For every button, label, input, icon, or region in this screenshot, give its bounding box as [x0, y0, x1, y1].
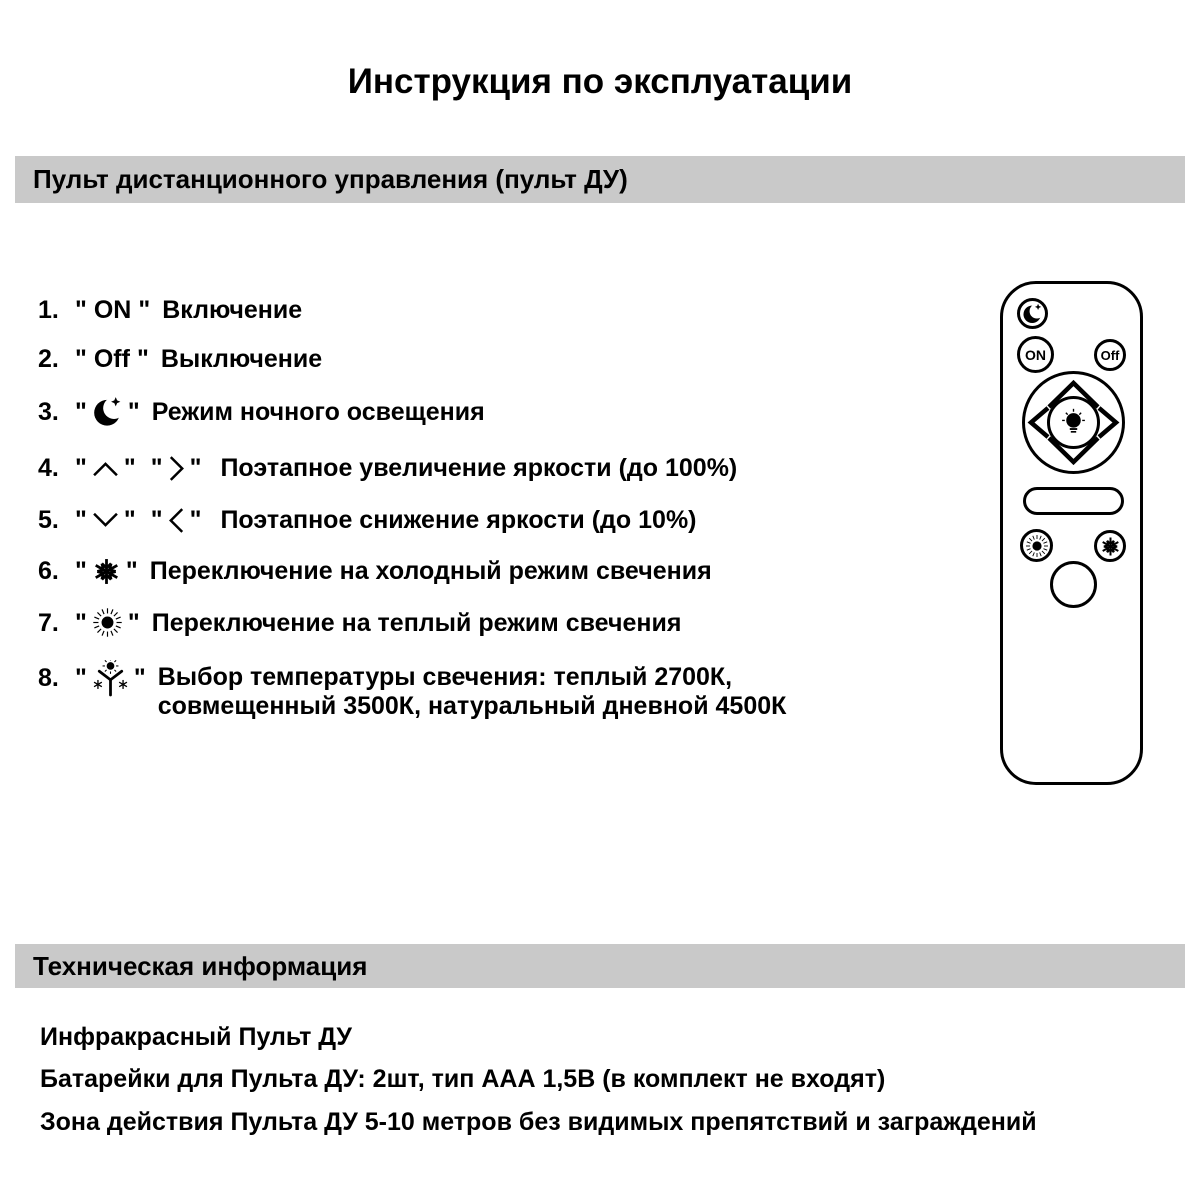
moon-icon	[1022, 303, 1043, 324]
quote: "	[127, 397, 140, 426]
list-item	[38, 556, 712, 586]
snowflake-icon	[1100, 536, 1121, 557]
list-item	[38, 295, 302, 325]
item-number: 8.	[38, 664, 59, 692]
quote: "	[75, 397, 87, 426]
chevron-down-icon	[92, 512, 119, 529]
snowflake-icon	[92, 557, 121, 586]
quote: "	[138, 296, 151, 324]
quote: "	[189, 454, 202, 482]
quote: "	[136, 345, 149, 373]
item-text: Поэтапное увеличение яркости (до 100%)	[220, 454, 738, 482]
remote-control-illustration	[1000, 281, 1143, 785]
item-number: 6.	[38, 557, 59, 585]
item-text: Поэтапное снижение яркости (до 10%)	[220, 506, 697, 534]
item-text-line1: Выбор температуры свечения: теплый 2700К,	[157, 663, 733, 691]
on-button	[1017, 336, 1054, 373]
list-item	[38, 660, 786, 721]
light-bulb-center-button	[1047, 396, 1100, 449]
cold-mode-button	[1094, 530, 1126, 562]
quote: "	[75, 454, 87, 482]
item-text: Включение	[162, 296, 303, 324]
section-header-remote-label: Пульт дистанционного управления (пульт ДУ)	[33, 164, 628, 194]
quote: "	[127, 608, 140, 637]
item-number: 2.	[38, 345, 59, 373]
sun-icon	[1025, 534, 1049, 558]
color-temperature-icon	[92, 660, 129, 696]
item-text-line2: совмещенный 3500К, натуральный дневной 4500К	[157, 692, 787, 720]
tech-info-line: Батарейки для Пульта ДУ: 2шт, тип ААА 1,5В (в комплект не входят)	[40, 1065, 886, 1093]
item-text: Переключение на холодный режим свечения	[149, 557, 712, 585]
quote: "	[75, 608, 87, 637]
page-title: Инструкция по эксплуатации	[347, 62, 853, 101]
section-header-tech	[15, 944, 1185, 988]
sun-icon	[92, 607, 123, 638]
on-button-label: ON	[1025, 346, 1046, 363]
quote: "	[75, 345, 87, 373]
list-item	[38, 453, 737, 483]
quote: "	[75, 557, 87, 585]
quote: "	[125, 557, 138, 585]
list-item	[38, 396, 485, 427]
quote: "	[123, 454, 136, 482]
item-number: 1.	[38, 296, 59, 324]
off-button-label: Off	[1100, 347, 1120, 363]
off-button	[1094, 339, 1126, 371]
item-text: Выключение	[160, 345, 323, 373]
chevron-right-icon	[168, 455, 185, 482]
tech-info-line: Инфракрасный Пульт ДУ	[40, 1023, 352, 1051]
quote: "	[189, 506, 202, 534]
item-text: Переключение на теплый режим свечения	[151, 608, 682, 637]
section-header-remote	[15, 156, 1185, 203]
warm-mode-button	[1020, 529, 1053, 562]
tech-info-line: Зона действия Пульта ДУ 5-10 метров без видимых препятствий и заграждений	[40, 1108, 1037, 1136]
list-item	[38, 344, 322, 374]
list-item	[38, 505, 697, 535]
light-bulb-icon	[1061, 408, 1086, 437]
pill-button	[1023, 487, 1124, 515]
item-text: Режим ночного освещения	[151, 397, 485, 426]
item-number: 5.	[38, 506, 59, 534]
item-number: 3.	[38, 397, 59, 426]
quote: "	[150, 506, 163, 534]
item-number: 4.	[38, 454, 59, 482]
chevron-left-icon	[168, 507, 185, 534]
dpad-left-arrow	[1031, 408, 1048, 437]
list-item	[38, 607, 681, 638]
quote: "	[75, 296, 87, 324]
item-text	[158, 663, 787, 721]
section-header-tech-label: Техническая информация	[33, 950, 368, 981]
quote: "	[75, 506, 87, 534]
button-label: Off	[93, 345, 130, 373]
night-mode-button	[1017, 298, 1048, 329]
quote: "	[75, 663, 87, 692]
round-button	[1050, 561, 1097, 608]
quote: "	[150, 454, 163, 482]
dpad-right-arrow	[1099, 408, 1116, 437]
moon-icon	[92, 396, 123, 427]
chevron-up-icon	[92, 460, 119, 477]
quote: "	[133, 663, 146, 692]
item-number: 7.	[38, 608, 59, 637]
button-label: ON	[93, 296, 132, 324]
quote: "	[123, 506, 136, 534]
